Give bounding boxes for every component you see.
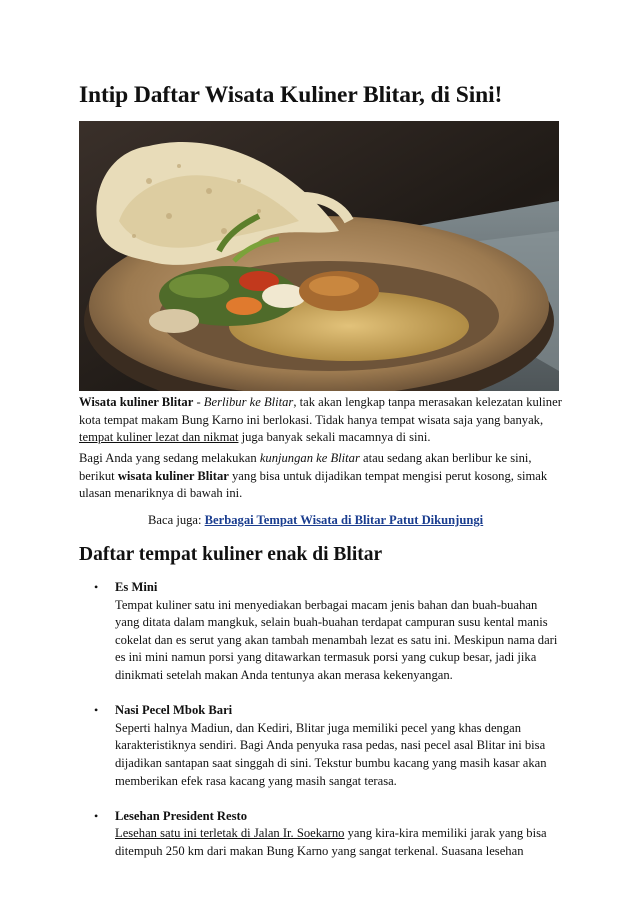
intro2-italic: kunjungan ke Blitar (259, 451, 360, 465)
intro-text-1: , tak akan lengkap tanpa merasakan kelezatan kuliner kota tempat makam Bung Karno ini berlokasi. Tidak hanya tempat wisata saja yang banyak, (79, 395, 562, 427)
intro-paragraph (79, 394, 563, 447)
intro-lead-bold: Wisata kuliner Blitar (79, 395, 194, 409)
bullet-icon: • (94, 808, 99, 823)
intro-dash: - (193, 395, 204, 409)
intro2-text-1: Bagi Anda yang sedang melakukan (79, 451, 260, 465)
item-text: yang kira-kira memiliki jarak yang bisa ditempuh 250 km dari makan Bung Karno yang sangat terkenal. Suasana lesehan (115, 826, 547, 858)
item-title: Nasi Pecel Mbok Bari (115, 703, 233, 718)
item-title: Lesehan President Resto (115, 808, 247, 823)
page-title: Intip Daftar Wisata Kuliner Blitar, di Sini! (79, 82, 503, 108)
bullet-icon: • (94, 703, 99, 718)
read-also (148, 512, 483, 530)
kuliner-link[interactable]: tempat kuliner lezat dan nikmat (79, 430, 239, 445)
item-text: Tempat kuliner satu ini menyediakan berbagai macam jenis bahan dan buah-buahan yang ditata dalam mangkuk, selain buah-buahan terdapat campuran susu kental manis cokelat dan es serut yang akan tambah menambah lezat es satu ini. Meskipun nama dari es ini mini namun porsi yang ditawarkan termasuk porsi yang cukup besar, jadi jika dinikmati setelah makan Anda tentunya akan merasa kekenyangan. (115, 597, 558, 682)
intro-text-2: juga banyak sekali macamnya di sini. (238, 430, 431, 445)
list-item (79, 579, 563, 685)
intro-paragraph-2 (79, 450, 563, 503)
intro-lead-italic: Berlibur ke Blitar (203, 395, 294, 409)
read-also-link[interactable]: Berbagai Tempat Wisata di Blitar Patut Dikunjungi (204, 513, 484, 527)
list-item (79, 702, 563, 790)
intro2-bold: wisata kuliner Blitar (117, 468, 229, 483)
bullet-icon: • (94, 580, 99, 594)
list-item (79, 808, 563, 861)
item-link[interactable]: Lesehan satu ini terletak di Jalan Ir. Soekarno (115, 826, 345, 841)
intro2-text-3: yang bisa untuk dijadikan tempat mengisi perut kosong, simak ulasan menariknya di bawah ini. (79, 468, 548, 501)
culinary-list (79, 579, 563, 878)
intro2-text-2: atau sedang akan berlibur ke sini, berikut (79, 451, 532, 483)
read-also-label: Baca juga: (148, 513, 205, 527)
item-text: Seperti halnya Madiun, dan Kediri, Blitar juga memiliki pecel yang khas dengan karakteristiknya sendiri. Bagi Anda penyuka rasa pedas, nasi pecel asal Blitar ini bisa dijadikan santapan saat singgah di sini. Tekstur bumbu kacang yang masih kasar akan memberikan efek rasa kacang yang masih sangat terasa. (115, 720, 547, 788)
item-title: Es Mini (115, 580, 158, 594)
culinary-food-photo (79, 121, 559, 391)
section-heading: Daftar tempat kuliner enak di Blitar (79, 544, 383, 565)
food-image-illustration (79, 121, 559, 391)
